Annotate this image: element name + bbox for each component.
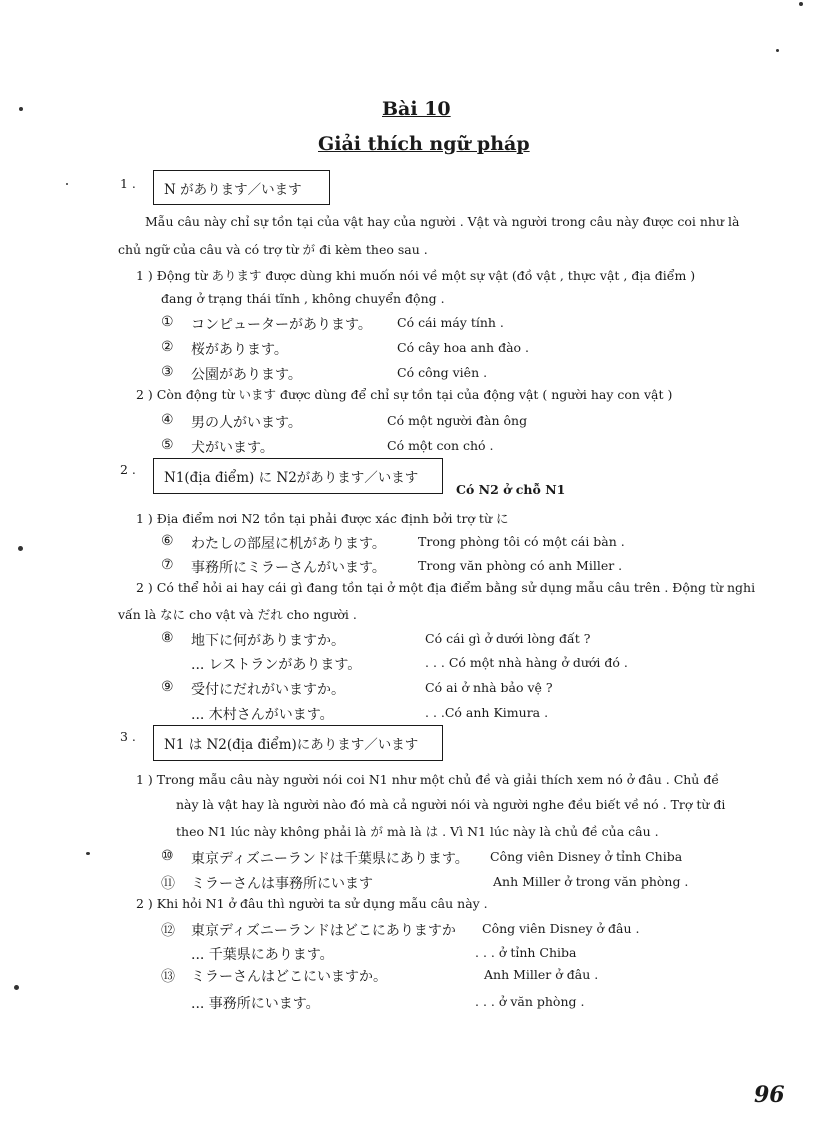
example-japanese: 桜があります。	[191, 342, 288, 358]
paragraph-line: đang ở trạng thái tĩnh , không chuyển động .	[161, 291, 445, 306]
example-japanese: 犬がいます。	[191, 440, 274, 456]
pattern-box	[153, 725, 443, 761]
example-japanese: ミラーさんは事務所にいます	[191, 876, 373, 892]
example-japanese: ... 木村さんがいます。	[191, 707, 334, 723]
example-number: ⑫	[161, 923, 175, 939]
paragraph-line: vấn là なに cho vật và だれ cho người .	[118, 607, 357, 622]
example-translation: Anh Miller ở trong văn phòng .	[493, 874, 689, 889]
example-translation: Trong văn phòng có anh Miller .	[418, 558, 623, 573]
example-translation: Có công viên .	[397, 365, 488, 380]
pattern-text: N があります／います	[164, 181, 302, 198]
example-japanese: 東京ディズニーランドは千葉県にあります。	[191, 851, 469, 867]
example-translation: Có một người đàn ông	[387, 413, 528, 428]
example-number: ⑬	[161, 969, 175, 985]
pattern-text: N1(địa điểm) に N2があります／います	[164, 470, 419, 486]
example-japanese: 受付にだれがいますか。	[191, 682, 345, 698]
example-number: ⑨	[161, 679, 174, 695]
paragraph-line: 2 ) Có thể hỏi ai hay cái gì đang tồn tại ở một địa điểm bằng sử dụng mẫu câu trên . Động từ nghi	[136, 580, 756, 595]
paragraph-line: 1 ) Trong mẫu câu này người nói coi N1 như một chủ đề và giải thích xem nó ở đâu . Chủ đề	[136, 772, 720, 787]
example-japanese: わたしの部屋に机があります。	[191, 536, 386, 552]
paragraph-line: 1 ) Động từ あります được dùng khi muốn nói về một sự vật (đồ vật , thực vật , địa điểm )	[136, 268, 696, 283]
example-number: ⑩	[161, 848, 174, 864]
example-number: ①	[161, 314, 174, 330]
example-translation: . . . Có một nhà hàng ở dưới đó .	[425, 655, 628, 670]
example-number: ⑦	[161, 557, 174, 573]
example-japanese: ... 千葉県にあります。	[191, 947, 334, 963]
scan-speck	[66, 183, 68, 185]
example-translation: Có cái gì ở dưới lòng đất ?	[425, 631, 591, 646]
example-translation: Có ai ở nhà bảo vệ ?	[425, 680, 553, 695]
scan-speck	[776, 49, 779, 52]
scan-speck	[86, 852, 90, 855]
pattern-meaning: Có N2 ở chỗ N1	[456, 482, 566, 497]
section-number: 3 .	[120, 729, 136, 744]
pattern-text: N1 は N2(địa điểm)にあります／います	[164, 737, 419, 753]
example-number: ⑧	[161, 630, 174, 646]
scan-speck	[799, 2, 803, 6]
example-translation: Có một con chó .	[387, 438, 494, 453]
paragraph-line: Mẫu câu này chỉ sự tồn tại của vật hay của người . Vật và người trong câu này được coi như là	[145, 214, 740, 229]
scan-speck	[14, 985, 19, 990]
example-translation: . . . ở văn phòng .	[475, 994, 585, 1009]
page-number: 96	[754, 1082, 785, 1108]
example-number: ③	[161, 364, 174, 380]
example-number: ⑪	[161, 876, 175, 892]
paragraph-line: 2 ) Khi hỏi N1 ở đâu thì người ta sử dụng mẫu câu này .	[136, 896, 488, 911]
example-number: ⑥	[161, 533, 174, 549]
example-japanese: ミラーさんはどこにいますか。	[191, 969, 387, 985]
example-number: ②	[161, 339, 174, 355]
paragraph-line: 2 ) Còn động từ います được dùng để chỉ sự tồn tại của động vật ( người hay con vật )	[136, 387, 673, 402]
example-japanese: 男の人がいます。	[191, 415, 302, 431]
example-translation: . . .Có anh Kimura .	[425, 705, 549, 720]
example-japanese: 事務所にミラーさんがいます。	[191, 560, 386, 576]
scan-speck	[18, 546, 23, 551]
section-number: 1 .	[120, 176, 136, 191]
example-japanese: ... レストランがあります。	[191, 657, 362, 673]
example-translation: Có cái máy tính .	[397, 315, 504, 330]
paragraph-line: chủ ngữ của câu và có trợ từ が đi kèm theo sau .	[118, 242, 428, 257]
example-translation: Trong phòng tôi có một cái bàn .	[418, 534, 625, 549]
example-japanese: ... 事務所にいます。	[191, 996, 320, 1012]
example-japanese: コンピューターがあります。	[191, 317, 372, 333]
paragraph-line: 1 ) Địa điểm nơi N2 tồn tại phải được xác định bởi trợ từ に	[136, 511, 509, 526]
paragraph-line: này là vật hay là người nào đó mà cả người nói và người nghe đều biết về nó . Trợ từ đi	[176, 797, 726, 812]
example-number: ④	[161, 412, 174, 428]
example-translation: . . . ở tỉnh Chiba	[475, 945, 577, 960]
example-japanese: 東京ディズニーランドはどこにありますか	[191, 923, 456, 939]
example-japanese: 公園があります。	[191, 367, 302, 383]
page-title: Giải thích ngữ pháp	[318, 133, 530, 155]
paragraph-line: theo N1 lúc này không phải là が mà là は . Vì N1 lúc này là chủ đề của câu .	[176, 824, 659, 839]
section-number: 2 .	[120, 462, 136, 477]
example-number: ⑤	[161, 437, 174, 453]
example-translation: Có cây hoa anh đào .	[397, 340, 530, 355]
example-japanese: 地下に何がありますか。	[191, 633, 345, 649]
lesson-title: Bài 10	[382, 98, 451, 120]
example-translation: Anh Miller ở đâu .	[484, 967, 599, 982]
example-translation: Công viên Disney ở đâu .	[482, 921, 640, 936]
example-translation: Công viên Disney ở tỉnh Chiba	[490, 849, 683, 864]
pattern-box	[153, 458, 443, 494]
scan-speck	[19, 107, 23, 111]
pattern-box	[153, 170, 330, 205]
